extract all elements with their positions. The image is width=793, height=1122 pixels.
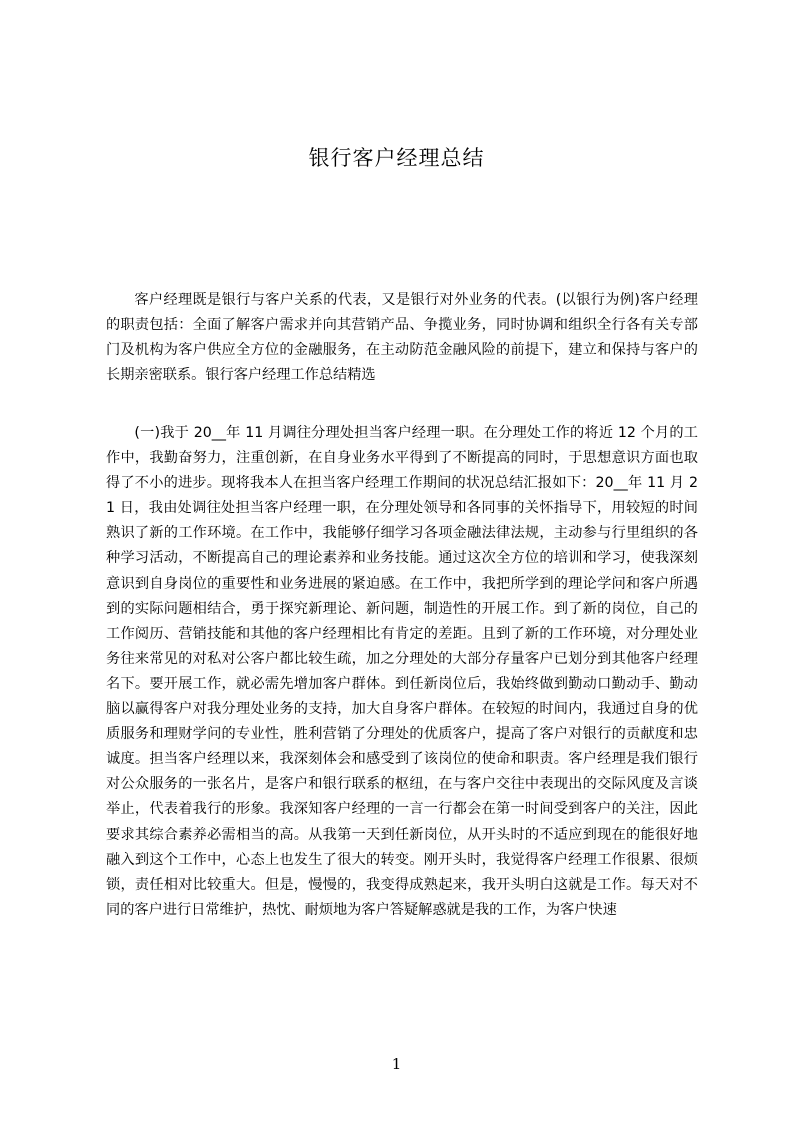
intro-paragraph: 客户经理既是银行与客户关系的代表，又是银行对外业务的代表。(以银行为例)客户经理的职责包括：全面了解客户需求并向其营销产品、争揽业务，同时协调和组织全行各有关专部门及机构为客户供应全方位的金融服务，在主动防范金融风险的前提下，建立和保持与客户的长期亲密联系。银行客户经理工作总结精选 [106, 292, 698, 384]
document-title: 银行客户经理总结 [308, 146, 485, 170]
summary-paragraph: (一)我于 20__年 11 月调往分理处担当客户经理一职。在分理处工作的将近 12 个月的工作中，我勤奋努力，注重创新，在自身业务水平得到了不断提高的同时，于思想意识方面也取得了不小的进步。现将我本人在担当客户经理工作期间的状况总结汇报如下：20__年 11 月 21 日，我由处调往处担当客户经理一职，在分理处领导和各同事的关怀指导下，用较短的时间熟识了新的工作环境。在工作中，我能够仔细学习各项金融法律法规，主动参与行里组织的各种学习活动，不断提高自己的理论素养和业务技能。通过这次全方位的培训和学习，使我深刻意识到自身岗位的重要性和业务进展的紧迫感。在工作中，我把所学到的理论学问和客户所遇到的实际问题相结合，勇于探究新理论、新问题，制造性的开展工作。到了新的岗位，自己的工作阅历、营销技能和其他的客户经理相比有肯定的差距。且到了新的工作环境，对分理处业务往来常见的对私对公客户都比较生疏，加之分理处的大部分存量客户已划分到其他客户经理名下。要开展工作，就必需先增加客户群体。到任新岗位后，我始终做到勤动口勤动手、勤动脑以赢得客户对我分理处业务的支持，加大自身客户群体。在较短的时间内，我通过自身的优质服务和理财学问的专业性，胜利营销了分理处的优质客户，提高了客户对银行的贡献度和忠诚度。担当客户经理以来，我深刻体会和感受到了该岗位的使命和职责。客户经理是我们银行对公众服务的一张名片，是客户和银行联系的枢纽，在与客户交往中表现出的交际风度及言谈举止，代表着我行的形象。我深知客户经理的一言一行都会在第一时间受到客户的关注，因此要求其综合素养必需相当的高。从我第一天到任新岗位，从开头时的不适应到现在的能很好地融入到这个工作中，心态上也发生了很大的转变。刚开头时，我觉得客户经理工作很累、很烦锁，责任相对比较重大。但是，慢慢的，我变得成熟起来，我开头明白这就是工作。每天对不同的客户进行日常维护，热忱、耐烦地为客户答疑解惑就是我的工作，为客户快速 [106, 425, 698, 918]
page-number: 1 [391, 1055, 402, 1073]
